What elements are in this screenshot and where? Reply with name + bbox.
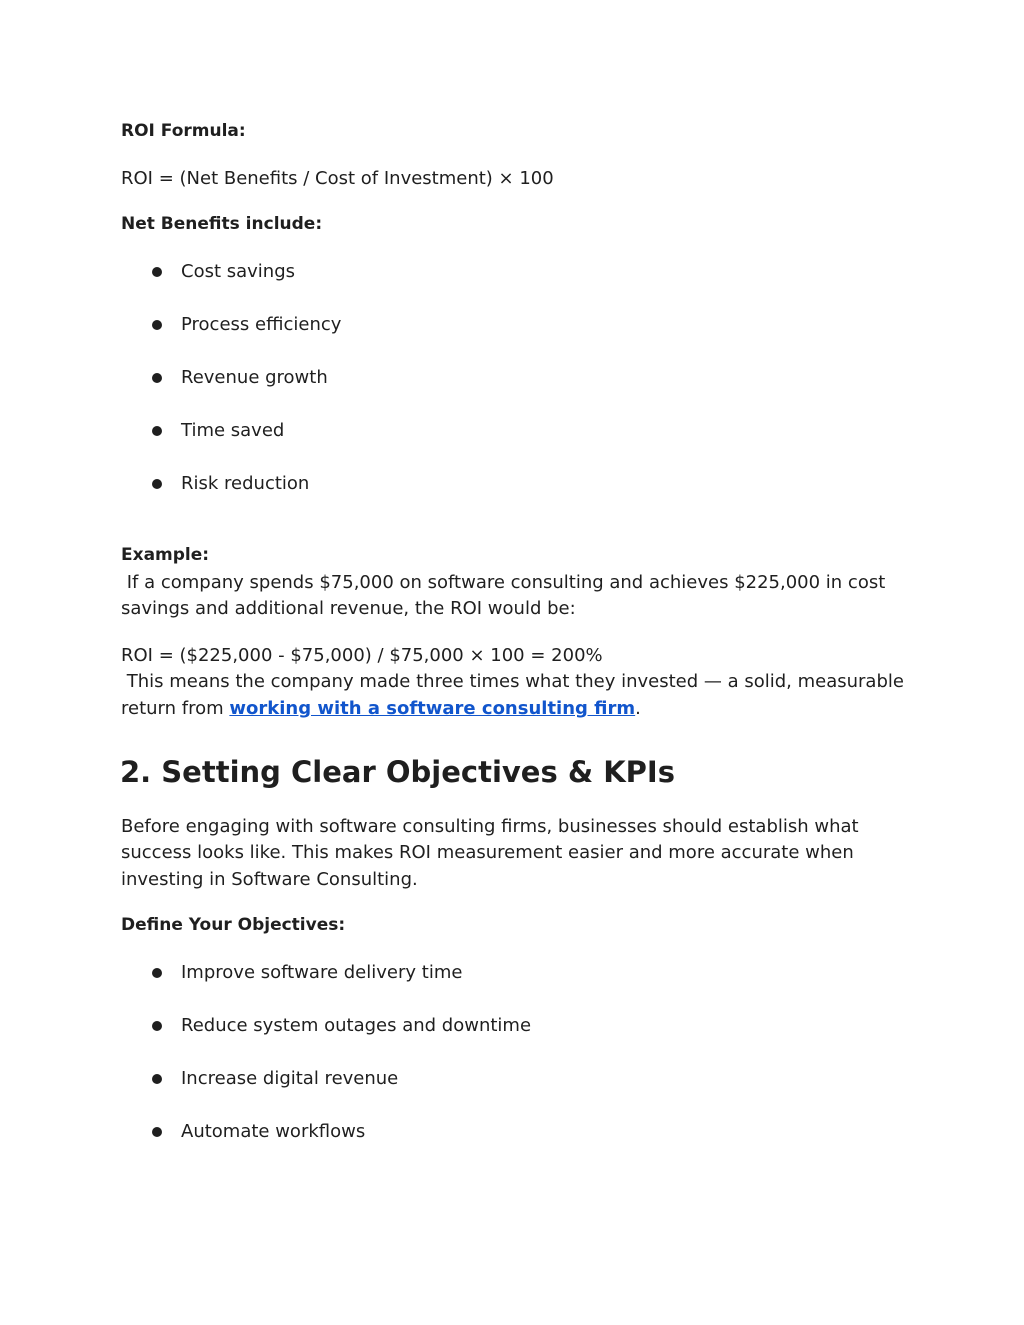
- section-heading: 2. Setting Clear Objectives & KPIs: [120, 755, 675, 789]
- section-paragraph-line: investing in Software Consulting.: [121, 869, 418, 890]
- section-paragraph-line: success looks like. This makes ROI measurement easier and more accurate when: [121, 842, 854, 863]
- bullet-icon: [152, 1021, 162, 1031]
- example-text-line: If a company spends $75,000 on software consulting and achieves $225,000 in cost: [121, 572, 886, 593]
- objectives-label: Define Your Objectives:: [121, 915, 346, 935]
- example-text-line: This means the company made three times what they invested — a solid, measurable: [121, 671, 904, 692]
- example-text-line: [121, 696, 641, 722]
- bullet-icon: [152, 968, 162, 978]
- bullet-icon: [152, 320, 162, 330]
- example-label: Example:: [121, 545, 210, 565]
- bullet-icon: [152, 267, 162, 277]
- bullet-icon: [152, 479, 162, 489]
- list-item-text: Improve software delivery time: [181, 962, 463, 983]
- example-text-prefix: return from: [121, 698, 230, 719]
- bullet-icon: [152, 1127, 162, 1137]
- list-item-text: Revenue growth: [181, 367, 328, 388]
- list-item-text: Increase digital revenue: [181, 1068, 399, 1089]
- list-item-text: Cost savings: [181, 261, 296, 282]
- list-item-text: Time saved: [181, 420, 285, 441]
- roi-formula-label: ROI Formula:: [121, 121, 246, 141]
- example-text-line: savings and additional revenue, the ROI would be:: [121, 598, 576, 619]
- roi-formula: ROI = (Net Benefits / Cost of Investment) × 100: [121, 168, 554, 189]
- bullet-icon: [152, 373, 162, 383]
- software-consulting-firm-link[interactable]: working with a software consulting firm: [229, 698, 636, 719]
- bullet-icon: [152, 426, 162, 436]
- net-benefits-label: Net Benefits include:: [121, 214, 323, 234]
- example-text-suffix: .: [635, 698, 641, 719]
- bullet-icon: [152, 1074, 162, 1084]
- roi-calculation: ROI = ($225,000 - $75,000) / $75,000 × 100 = 200%: [121, 645, 603, 666]
- list-item-text: Reduce system outages and downtime: [181, 1015, 532, 1036]
- section-paragraph-line: Before engaging with software consulting firms, businesses should establish what: [121, 816, 859, 837]
- list-item-text: Automate workflows: [181, 1121, 366, 1142]
- list-item-text: Risk reduction: [181, 473, 310, 494]
- list-item-text: Process efficiency: [181, 314, 342, 335]
